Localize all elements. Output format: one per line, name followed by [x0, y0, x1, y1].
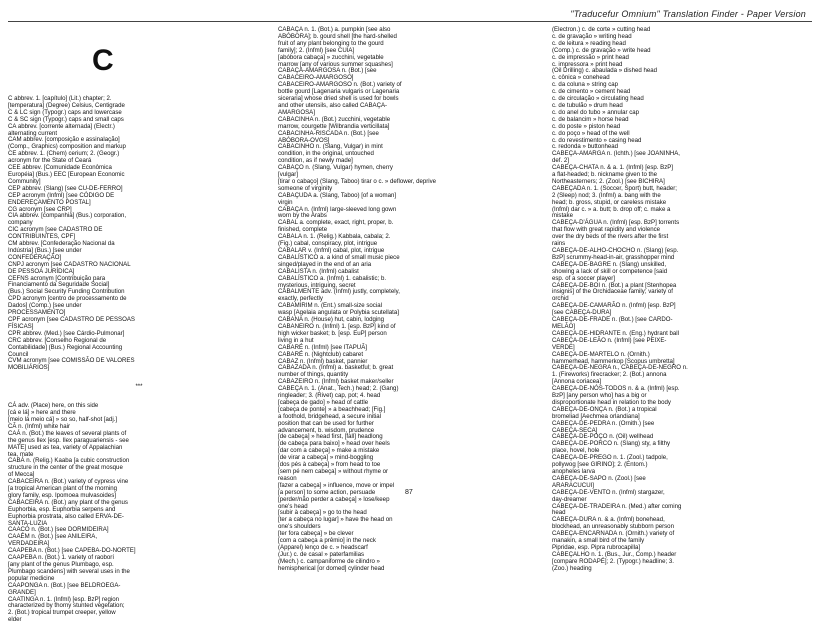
entry-line: BzP] [any person who] has a big or [552, 392, 647, 400]
entry-line: Pipridae, esp. Pipra rubrocapilla] [552, 543, 641, 551]
entry-line: CABACINHA n. (Bot.) zucchini, vegetable [278, 115, 391, 123]
entry-line: CABEÇA-DE-NEGRA n., CABEÇA-DE-NEGRO n. [552, 364, 688, 372]
entry-line: AMARGOSA] [278, 108, 315, 116]
entry-line: c. do poste » piston head [552, 122, 621, 130]
entry-line: CABEÇA-DE-ALHO-CHOCHO n. (Slang) [esp. [552, 247, 679, 254]
entry-line: CNPJ acronym [see CADASTRO NACIONAL [8, 260, 131, 268]
entry-line: of Mecca] [8, 471, 35, 479]
entry-line: CVM acronym [see COMISSÃO DE VALORES [8, 357, 135, 365]
entry-line: CABACEIRA n. (Bot.) any plant of the genus [8, 498, 128, 506]
entry-line: elder [8, 616, 22, 624]
entry-line: CABEÇA-DE-HIDRANTE n. (Eng.) hydrant ball [552, 329, 679, 337]
entry-line: Européia] (Bus.) EEC [European Economic [8, 170, 125, 178]
entry-line: c. de leitura » reading head [552, 39, 626, 47]
section-letter: C [92, 44, 114, 77]
entry-line: one's shoulders [278, 523, 321, 531]
entry-line: CABAÇUDA a. (Slang, Taboo) [of a woman] [278, 191, 397, 199]
entry-line: CEE abbrev. [Comunidade Econômica [8, 164, 112, 172]
entry-line: ringleader; 3. (Rivet) cap, pot; 4. head [278, 392, 381, 400]
entry-line: c. de gravação » writing head [552, 32, 632, 40]
entry-line: wasp [Agelaia angulata or Polybia scutellata] [278, 309, 399, 317]
entry-line: [abóbora cabaça] » zucchini, vegetable [278, 53, 384, 61]
entry-line: [ter a cabeça no lugar] » have the head on [278, 516, 393, 524]
entry-line: CABAÇA n. (Infml) large-sleeved long gown [278, 205, 397, 213]
entry-line: CEFNS acronym [Contribuição para [8, 274, 106, 282]
entry-line: manakin, a small bird of the family [552, 537, 645, 545]
entry-line: bottle gourd [Lagenaria vulgaris or Lagenaria [278, 88, 400, 96]
entry-line: hammerhead, hammerkop [Scopus umbretta] [552, 357, 675, 365]
entry-line: [a person] to some action, persuade [278, 488, 376, 496]
entry-line: c. redonda » buttonhead [552, 143, 619, 151]
entry-line: CABAZADA n. (Infml) a. basketful; b. great [278, 364, 394, 372]
entry-line: [see CABEÇA-DURA] [552, 309, 612, 317]
entry-line: CABEÇA-DE-LEÃO n. (Infml) [see PEIXE- [552, 336, 667, 344]
entry-line: marrow [any of various summer squashes] [278, 60, 393, 68]
entry-line: CABAL a. complete, exact, right, proper, b. [278, 219, 394, 227]
entry-line: alternating current [8, 129, 58, 137]
entry-line: C & LC sign (Typogr.) caps and lowercase [8, 108, 122, 116]
entry-line: (Comp.) c. de gravação » write head [552, 46, 651, 54]
entry-line: Contabilidade] (Bus.) Regional Accounting [8, 343, 123, 351]
entry-line: c. do anel do tubo » annular cap [552, 108, 640, 116]
entry-line: [subir à cabeça] » go to the head [278, 509, 367, 517]
entry-line: CEP acronym (Infml) [see CÓDIGO DE [8, 191, 115, 199]
entry-line: c. de circulação » circulating head [552, 95, 644, 103]
entry-line: Council [8, 350, 29, 358]
entry-line: (Comp., Graphics) composition and markup [8, 143, 126, 151]
entry-line: [fazer a cabeça] » influence, move or impel [278, 481, 395, 489]
entry-line: (Infml) dar c. » a. butt; b. drop off; c. make a [552, 205, 671, 213]
entry-line: c. de balancim » horse head [552, 115, 629, 123]
entry-line: CABARÉ n. (Infml) [see ITAPUÃ] [278, 343, 367, 351]
page-number: 87 [405, 489, 413, 496]
entry-line: mistake [552, 212, 573, 220]
entry-line: Plumbago scandens] with several uses in the [8, 567, 130, 575]
entry-line: CABALAR v. (Infml) cabal, plot, intrigue [278, 247, 385, 254]
entry-line: [a tropical American plant of the morning [8, 485, 118, 493]
entry-line: Indústria] (Bus.) [see under [8, 246, 82, 254]
entry-line: [perder/não perder a cabeça] » lose/keep [278, 495, 390, 503]
entry-line: 1. (Fireworks) firecracker; 2. (Bot.) annona [552, 371, 667, 379]
entry-line: PROCESSAMENTO] [8, 309, 66, 317]
entry-line: CABEÇA n. 1. (Anat., Tech.) head; 2. (Gang) [278, 385, 399, 393]
entry-line: CABAÇA-AMARGOSA n. (Bot.) [see [278, 67, 377, 75]
entry-line: MELÃO] [552, 322, 576, 330]
entry-line: CONTRIBUINTES, CPF] [8, 233, 76, 241]
entry-line: siceraria] whose dried shell is used for bowls [278, 95, 399, 103]
entry-line: [cá e lá] » here and there [8, 409, 76, 417]
entry-line: CABEÇALHO n. 1. (Bus., Jur., Comp.) header [552, 550, 677, 558]
entry-line: [tirar o cabaço] (Slang, Taboo) tirar o c. » deflower, deprive [278, 177, 437, 185]
entry-line: CAAPONGA n. (Bot.) [see BELDROEGA- [8, 581, 121, 589]
entry-line: advancement, b. wisdom, prudence [278, 426, 375, 434]
entry-line: head [552, 509, 566, 517]
entry-line: ABÓBORA]; b. gourd shell [the hard-shelled [278, 32, 397, 40]
entry-line: CPF acronym [see CADASTRO DE PESSOAS [8, 316, 135, 323]
entry-line: singed/played in the end of an aria [278, 260, 372, 268]
entry-line: virgin [278, 198, 293, 206]
entry-line: CPD acronym [centro de processamento de [8, 295, 127, 303]
entry-line: CABALÍSTICO a. (Infml) 1. cabalistic; b. [278, 274, 387, 282]
entry-line: CABAÇA n. 1. (Bot.) a. pumpkin [see also [278, 26, 391, 33]
entry-line: Euphorbia, esp. Euphorbia serpens and [8, 505, 116, 513]
entry-line: CE abbrev. 1. (Chem) cerium; 2. (Geogr.) [8, 150, 120, 158]
entry-line: CRC abbrev. [Conselho Regional de [8, 336, 107, 344]
entry-line: position that can be used for further [278, 419, 374, 427]
entry-line: CAATINGA n. 1. (Infml) [esp. BzP] region [8, 595, 119, 603]
entry-line: CABEÇA-DE-BAGRE n. (Slang) unskilled, [552, 260, 667, 268]
entry-line: CG acronym [see CRP] [8, 205, 72, 213]
entry-line: condition, in the original, untouched [278, 150, 374, 158]
entry-line: c. de impressão » print head [552, 53, 629, 61]
entry-line: anopheles larva [552, 468, 596, 475]
entry-line: CÁ adv. (Place) here, on this side [8, 402, 99, 410]
entry-line: [sem pé nem cabeça] » without rhyme or [278, 468, 389, 475]
entry-line: CABEÇA-AMARGA n. (Ichth.) [see JOANINHA, [552, 150, 681, 158]
entry-line: [any plant of the genus Plumbago, esp. [8, 561, 114, 568]
entry-line: number of things, quantity [278, 371, 349, 379]
entry-line: CIC acronym [see CADASTRO DE [8, 226, 103, 234]
entry-line: showing a lack of skill or competence [said [552, 267, 668, 275]
entry-line: CIA abbrev. [companhia] (Bus.) corporation, [8, 212, 127, 220]
entry-line: Dados] (Comp.) [see under [8, 302, 82, 310]
entry-line: [meio lá meio cá] » so so, half-shot [adj.] [8, 415, 118, 423]
entry-line: CAM abbrev. [composição e assinalação] [8, 136, 120, 144]
entry-line: MOBILIÁRIOS] [8, 364, 50, 372]
entry-line: Financiamento da Seguridade Social] [8, 281, 110, 289]
entry-line: one's head [278, 502, 308, 510]
entry-line: CABEÇA-SECA] [552, 426, 598, 434]
entry-line: CEP abbrev. (Slang) [see CU-DE-FERRO] [8, 184, 123, 192]
entry-line: VERDE] [552, 343, 575, 351]
entry-line: CABEÇA-DE-TRADEIRA n. (Med.) after coming [552, 502, 682, 510]
entry-line: c. do poço » head of the well [552, 129, 630, 137]
entry-line: marrow, courgette [Wilbrandia verticillata] [278, 122, 390, 130]
entry-line: CABEÇA-DE-CAMARÃO n. (Infml) [esp. BzP] [552, 302, 676, 310]
entry-line: [Annona coriacea] [552, 378, 602, 386]
entry-line: C & SC sign (Typogr.) caps and small caps [8, 115, 124, 123]
entry-line: that flow with great rapidity and violence [552, 226, 661, 234]
entry-line: CAAPEBA n. (Bot.) 1. variety of raoborí [8, 554, 115, 562]
entry-line: Northeasterners; 2. (Zool.) [see BICHIRA] [552, 177, 665, 185]
entry-line: DE PESSOA JURÍDICA] [8, 267, 75, 275]
entry-line: (Electron.) c. de corte » cutting head [552, 26, 651, 33]
entry-line: [cabeça de gado] » head of cattle [278, 398, 369, 406]
entry-line: mysterious, intriguing, secret [278, 281, 356, 289]
entry-line: someone of virginity [278, 184, 333, 192]
entry-line: popular medicine [8, 574, 55, 582]
entry-line: [temperatura] (Degree) Celsius, Centigrade [8, 101, 125, 109]
entry-line: CABEÇA-DE-MARTELO n. (Ornith.) [552, 350, 650, 358]
entry-line: a flat-headed; b. nickname given to the [552, 171, 658, 179]
entry-line: glory family, esp. Ipomoea mulvasoides] [8, 491, 116, 499]
entry-line: BzP] scrummy-head-in-air, grasshopper mind [552, 253, 675, 261]
entry-line: MATE] used as tea, variety of Appalachian [8, 443, 123, 451]
entry-line: CABEÇA-DE-VENTO n. (Infml) stargazer, [552, 488, 665, 496]
entry-line: CABAZEIRO n. (Infml) basket maker/seller [278, 378, 394, 386]
entry-line: CABALA n. 1. (Relig.) Kabbala, cabala; 2. [278, 233, 391, 241]
entry-line: bromeliad [Aechmea orlandiana] [552, 412, 640, 420]
entry-line: the genus Ilex [esp. Ilex paraguariensis - see [8, 436, 129, 444]
entry-line: VERDADEIRA] [8, 540, 50, 548]
entry-line: CM abbrev. [Confederação Nacional da [8, 240, 115, 248]
entry-line: characterized by thorny stunted vegetation; [8, 602, 125, 610]
entry-line: def. 2] [552, 157, 569, 165]
entry-line: family]; 2. (Infml) [see CUIA] [278, 46, 355, 54]
entry-line: CABAMIRIM n. (Ent.) small-size social [278, 302, 382, 310]
entry-line: [ter fora cabeça] » be clever [278, 530, 354, 538]
entry-line [8, 372, 270, 380]
entry-line: CABEÇA-DE-FRADE n. (Bot.) [see CARDO- [552, 316, 673, 324]
entry-line: exactly, perfectly [278, 295, 323, 303]
entry-line: SANTA-LUZIA [8, 519, 48, 527]
entry-line: C abbrev. 1. [capítulo] (Lit.) chapter; 2. [8, 95, 112, 102]
entry-line: acronym for the State of Ceará [8, 157, 92, 165]
entry-line: (Oil Drilling) c. abaulada » dished head [552, 67, 658, 75]
entry-line: Community] [8, 177, 41, 185]
entry-line: CABEÇA-DE-ONÇA n. (Bot.) a tropical [552, 405, 657, 413]
entry-line: CA abbrev. [corrente alternada] (Electr.) [8, 122, 115, 130]
entry-line: CAÁ n. (Bot.) the leaves of several plants of [8, 429, 127, 437]
entry-line: CABEÇA-D'ÁGUA n. (Infml) [esp. BzP] torrents [552, 219, 680, 227]
entry-line: c. da coluna » string cap [552, 81, 619, 89]
entry-line: CABACINHO n. (Slang, Vulgar) in mint [278, 143, 383, 151]
entry-line: CABANA n. (House) hut, cabin, lodging [278, 316, 385, 324]
entry-line: rains [552, 240, 566, 248]
entry-line: esp. of a soccer player] [552, 274, 615, 282]
entry-line: structure in the center of the great mosque [8, 464, 123, 472]
entry-line: CAACÓ n. (Bot.) [see DORMIDEIRA] [8, 526, 109, 534]
entry-line: [com a cabeça a prêmio] in the neck [278, 537, 376, 545]
entry-line: CABACEIRO-AMARGOSO] [278, 74, 354, 82]
entry-line: ARARACUCUI] [552, 481, 594, 489]
entry-line: CPR abbrev. (Med.) [see Cárdio-Pulmonar] [8, 329, 125, 337]
entry-line: 2 (Sleep) nod; 3. (Infml) a. bang with the [552, 191, 661, 199]
entry-line: FÍSICAS] [8, 322, 34, 330]
entry-line: CABALISTA n. (Infml) cabalist [278, 267, 359, 275]
entry-line: CABEÇA-DE-BOI n. (Bot.) a plant [Stenhopea [552, 281, 677, 289]
entry-line: [dar com a cabeça] » make a mistake [278, 447, 380, 455]
entry-line: c. cônica » conehead [552, 74, 610, 82]
entry-line: [vulgar] [278, 171, 298, 179]
entry-line: GRANDE] [8, 588, 36, 596]
entry-line: CABEÇA-DURA n. & a. (Infml) bonehead, [552, 516, 665, 524]
entry-line: over the dry beds of the rivers after the first [552, 233, 669, 241]
entry-line: tea, mate [8, 450, 34, 458]
entry-line: *** [135, 383, 143, 391]
entry-line: CABARÉ n. (Nightclub) cabaret [278, 350, 364, 358]
entry-line: [dos pés à cabeça] » from head to toe [278, 461, 381, 469]
entry-line: Euphorbia prostrata, also called ERVA-DE- [8, 512, 124, 520]
entry-line: [de cabeça] » head first, [fall] headlong [278, 433, 383, 441]
entry-line: (Fig.) cabal, conspiracy, plot, intrigue [278, 240, 378, 248]
entry-line: disproportionate head in relation to the body [552, 398, 671, 406]
entry-line: finished, complete [278, 226, 328, 234]
entry-line: company [8, 219, 33, 227]
entry-line: (Mech.) c. campaniforme de cilindro » [278, 557, 380, 565]
entry-line: CABACEIRA n. (Bot.) variety of cypress vine [8, 478, 129, 486]
entry-line: ENDEREÇAMENTO POSTAL] [8, 198, 91, 206]
entry-line: [cabeça de ponte] » a beachhead; [Fig.] [278, 405, 386, 413]
entry-line: place, hovel, hole [552, 447, 600, 455]
entry-line: CABEÇA-ENCARNADA n. (Ornith.) variety of [552, 530, 675, 538]
header-rule [8, 21, 812, 22]
entry-line: CABEÇA-DE-PEDRA n. (Ornith.) [see [552, 419, 655, 427]
entry-line: (Jur.) c. de casal » paterfamilias [278, 550, 365, 558]
entry-line: living in a hut [278, 336, 314, 344]
entry-line: (Zoo.) heading [552, 564, 592, 572]
entry-line: CABACEIRO-AMARGOSO n. (Bot.) variety of [278, 81, 402, 89]
entry-line: head; b. gross, stupid, or careless mistake [552, 198, 667, 206]
entry-line: CABEÇA-DE-SAPO n. (Zool.) [see [552, 474, 646, 482]
entry-line: and other utensils, also called CABAÇA- [278, 101, 388, 109]
entry-line: (Apparel) lenço de c. » headscarf [278, 543, 368, 551]
entry-line: high wicker basket; b. [esp. EuP] person [278, 329, 387, 337]
entry-line: CÃ n. (Infml) white hair [8, 422, 70, 430]
entry-line: insignis] of the Orchidaceae family; variety of [552, 288, 673, 296]
entry-line: CABAZ n. (Infml) basket, pannier [278, 357, 368, 365]
entry-line: c. de cimento » cement head [552, 88, 631, 96]
entry-line: CAAÉM n. (Bot.) [see ANILEIRA, [8, 533, 98, 541]
entry-line: CABANEIRO n. (Infml) 1. [esp. BzP] kind of [278, 322, 396, 330]
entry-line: blockhead, an unreasonably stubborn person [552, 523, 674, 531]
entry-line: ABÓBORA-OVOS] [278, 136, 330, 144]
entry-line: 2. (Bot.) tropical trumpet creeper, yellow [8, 609, 116, 617]
column-3 [552, 26, 814, 572]
entry-line: a foothold, bridgehead, a secure initial [278, 412, 381, 420]
entry-line: [de virar a cabeça] » mind-boggling [278, 454, 374, 462]
entry-line: CABEÇADA n. 1. (Soccer, Sport) butt, header; [552, 184, 677, 192]
entry-line: orchid [552, 295, 569, 303]
entry-line: CABEÇA-DE-NÓS-TODOS n. & a. (Infml) [esp. [552, 385, 680, 393]
entry-line: [compare RODAPÉ]; 2. (Typogr.) headline; 3. [552, 557, 674, 565]
column-1 [8, 95, 270, 624]
entry-line: condition, as if newly made] [278, 157, 353, 165]
entry-line: CABÁ n. (Relig.) Kaaba [a cubic construction [8, 457, 130, 465]
entry-line: day-dreamer [552, 495, 587, 503]
entry-line: pollywog [see GIRINO]; 2. (Entom.) [552, 461, 648, 469]
entry-line: CABEÇA-CHATA n. & a. 1. (Infml) [esp. BzP] [552, 164, 674, 172]
entry-line: CABEÇA-DE-PREGO n. 1. (Zool.) tadpole, [552, 454, 668, 462]
entry-line: CABALMENTE adv. (Infml) justly, completely, [278, 288, 400, 296]
entry-line: CABALÍSTICO a. a kind of small music piece [278, 253, 400, 261]
entry-line: c. impressora » print head [552, 60, 623, 68]
entry-line: CABAÇO n. (Slang, Vulgar) hymen, cherry [278, 164, 393, 172]
entry-line: c. de tubulão » drum head [552, 101, 623, 109]
entry-line: (Bus.) Social Security Funding Contribution [8, 288, 125, 296]
entry-line: reason [278, 474, 297, 482]
entry-line: fruit of any plant belonging to the gourd [278, 39, 384, 47]
entry-line: hemispherical [or domed] cylinder head [278, 564, 385, 572]
entry-line: CAAPEBA n. (Bot.) [see CAPEBA-DO-NORTE] [8, 547, 136, 555]
entry-line: [de cabeça para baixo] » head over heels [278, 440, 390, 448]
entry-line: CABACINHA-RISCADA n. (Bot.) [see [278, 129, 379, 137]
entry-line: c. do revestimento » casing head [552, 136, 642, 144]
entry-line: worn by the Arabs [278, 212, 327, 220]
entry-line: CONFEDERAÇÃO] [8, 253, 62, 261]
entry-line: CABEÇA-DE-PORCO n. (Slang) sty, a filthy [552, 440, 671, 448]
entry-line: CABEÇA-DE-POÇO n. (Oil) wellhead [552, 433, 654, 441]
page-header: "Traducefur Omnium" Translation Finder - Paper Version [570, 9, 806, 19]
